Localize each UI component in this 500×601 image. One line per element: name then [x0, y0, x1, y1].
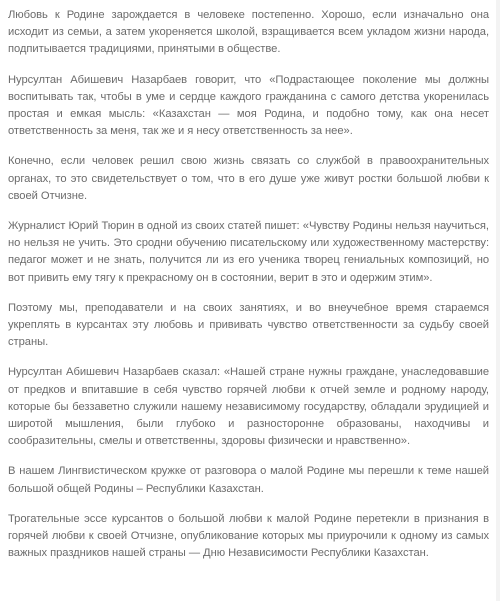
paragraph-3: Конечно, если человек решил свою жизнь связать со службой в правоохранительных органах, то это свидетельствует о том, что в его душе уже живут ростки большой любви к своей Отчизне.: [8, 155, 489, 202]
scrollbar-track[interactable]: [496, 0, 500, 601]
paragraph-2: Нурсултан Абишевич Назарбаев говорит, что «Подрастающее поколение мы должны воспитывать так, чтобы в уме и сердце каждого гражданина с самого детства укоренилась простая и емкая мысль: «Казахстан — моя Родина, и подобно тому, как она несет ответственность за меня, так же и я несу ответственность за нее».: [8, 73, 489, 138]
paragraph-6: Нурсултан Абишевич Назарбаев сказал: «Нашей стране нужны граждане, унаследовавшие от предков и впитавшие в себя чувство горячей любви к отчей земле и родному народу, которые бы беззаветно служили нашему независимому государству, обладали эрудицией и широтой мышления, были глубоко и разносторонне образованы, находчивы и сообразительны, смелы и ответственны, здоровы физически и нравственно».: [8, 366, 489, 448]
paragraph-7: В нашем Лингвистическом кружке от разговора о малой Родине мы перешли к теме нашей большой общей Родины – Республики Казахстан.: [8, 465, 489, 495]
paragraph-8: Трогательные эссе курсантов о большой любви к малой Родине перетекли в признания в горячей любви к своей Отчизне, опубликование которых мы приурочили к одному из самых важных праздников нашей страны — Дню Независимости Республики Казахстан.: [8, 512, 489, 560]
paragraph-1: Любовь к Родине зарождается в человеке постепенно. Хорошо, если изначально она исходит из семьи, а затем укореняется школой, взращивается всем укладом жизни народа, подпитывается традициями, принятыми в обществе.: [8, 9, 489, 56]
paragraph-5: Поэтому мы, преподаватели и на своих занятиях, и во внеучебное время стараемся укреплять в курсантах эту любовь и прививать чувство ответственности за судьбу своей страны.: [8, 301, 489, 349]
paragraph-4: Журналист Юрий Тюрин в одной из своих статей пишет: «Чувству Родины нельзя научиться, но нельзя не учить. Это сродни обучению писательскому или художественному мастерству: педагог может и не знать, получится ли из его ученика творец гениальных композиций, но вот привить ему тягу к прекрасному он в состоянии, верит в это и одержим этим».: [8, 220, 489, 284]
